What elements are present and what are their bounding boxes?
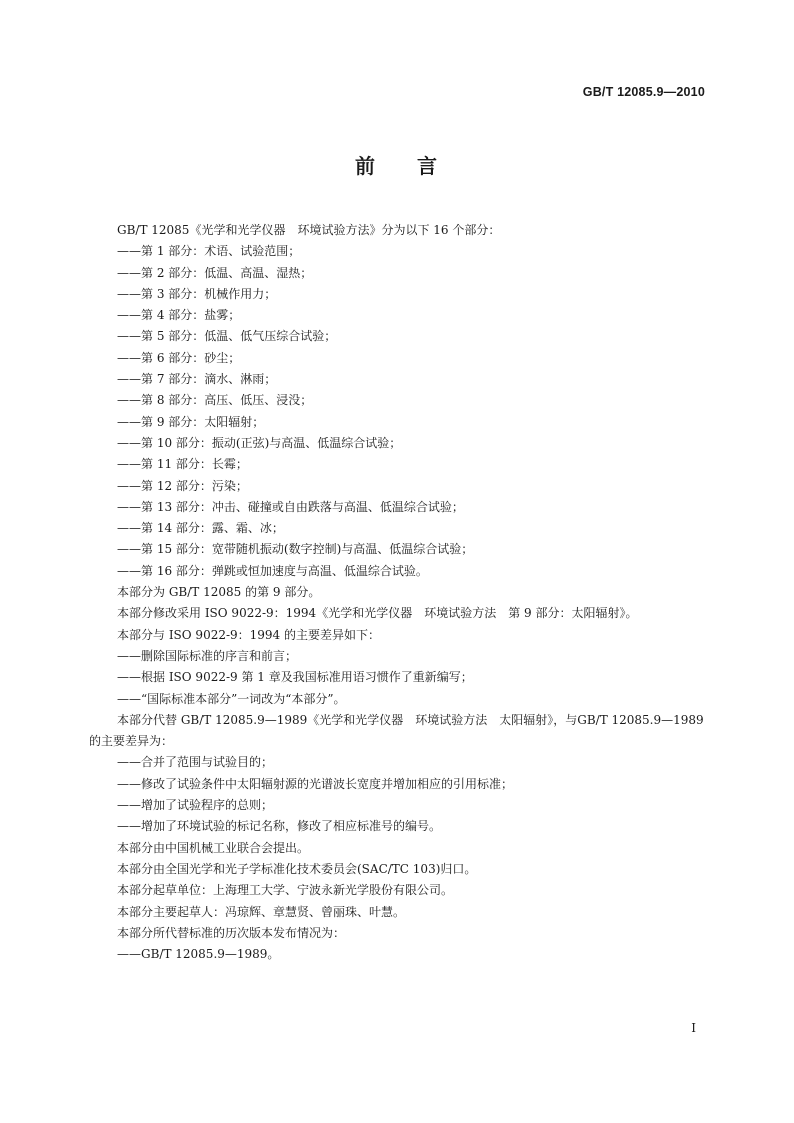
page-title-char-1: 前: [355, 154, 377, 178]
part-list-item: ——第 11 部分：长霉；: [117, 457, 248, 472]
difference-list-item: ——修改了试验条件中太阳辐射源的光谱波长宽度并增加相应的引用标准；: [117, 776, 514, 791]
paragraph-line: 本部分所代替标准的历次版本发布情况为：: [117, 925, 346, 940]
part-list-item: ——第 7 部分：滴水、淋雨；: [117, 372, 277, 387]
standard-code: GB/T 12085.9—2010: [582, 85, 705, 99]
difference-list-item: ——根据 ISO 9022-9 第 1 章及我国标准用语习惯作了重新编写；: [117, 670, 473, 685]
part-list-item: ——第 5 部分：低温、低气压综合试验；: [117, 329, 337, 344]
part-list-item: ——第 2 部分：低温、高温、湿热；: [117, 265, 313, 280]
paragraph-line: 本部分起草单位：上海理工大学、宁波永新光学股份有限公司。: [117, 883, 454, 898]
part-list-item: ——第 10 部分：振动(正弦)与高温、低温综合试验；: [117, 435, 402, 450]
page-title-char-2: 言: [417, 154, 439, 178]
paragraph-line: 本部分由全国光学和光子学标准化技术委员会(SAC/TC 103)归口。: [117, 861, 477, 876]
paragraph-line: 本部分由中国机械工业联合会提出。: [117, 840, 310, 855]
part-list-item: ——第 6 部分：砂尘；: [117, 350, 241, 365]
paragraph-line: 本部分为 GB/T 12085 的第 9 部分。: [117, 585, 321, 600]
difference-list-item: ——增加了试验程序的总则；: [117, 798, 274, 813]
part-list-item: ——第 14 部分：露、霜、冰；: [117, 521, 284, 536]
part-list-item: ——第 16 部分：弹跳或恒加速度与高温、低温综合试验。: [117, 563, 428, 578]
difference-list-item: ——增加了环境试验的标记名称，修改了相应标准号的编号。: [117, 819, 442, 834]
paragraph-line: 本部分主要起草人：冯琼辉、章慧贤、曾丽珠、叶慧。: [117, 904, 406, 919]
difference-list-item: ——“国际标准本部分”一词改为“本部分”。: [117, 691, 346, 706]
page-number: I: [691, 1021, 696, 1035]
paragraph-line: 本部分与 ISO 9022-9：1994 的主要差异如下：: [117, 627, 381, 642]
part-list-item: ——第 3 部分：机械作用力；: [117, 286, 277, 301]
replacement-paragraph: 本部分代替 GB/T 12085.9—1989《光学和光学仪器 环境试验方法 太阳辐射》，与GB/T 12085.9—1989 的主要差异为：: [89, 712, 704, 749]
foreword-body: [89, 220, 707, 965]
part-list-item: ——第 1 部分：术语、试验范围；: [117, 244, 301, 259]
history-list-item: ——GB/T 12085.9—1989。: [117, 947, 280, 962]
page-title: [0, 150, 794, 179]
difference-list-item: ——删除国际标准的序言和前言；: [117, 648, 298, 663]
part-list-item: ——第 8 部分：高压、低压、浸没；: [117, 393, 313, 408]
part-list-item: ——第 15 部分：宽带随机振动(数字控制)与高温、低温综合试验；: [117, 542, 474, 557]
difference-list-item: ——合并了范围与试验目的；: [117, 755, 274, 770]
paragraph-line: 本部分修改采用 ISO 9022-9：1994《光学和光学仪器 环境试验方法 第 9 部分：太阳辐射》。: [117, 606, 638, 621]
part-list-item: ——第 4 部分：盐雾；: [117, 308, 241, 323]
intro-line: GB/T 12085《光学和光学仪器 环境试验方法》分为以下 16 个部分：: [117, 223, 501, 237]
part-list-item: ——第 9 部分：太阳辐射；: [117, 414, 265, 429]
part-list-item: ——第 12 部分：污染；: [117, 478, 248, 493]
part-list-item: ——第 13 部分：冲击、碰撞或自由跌落与高温、低温综合试验；: [117, 499, 464, 514]
